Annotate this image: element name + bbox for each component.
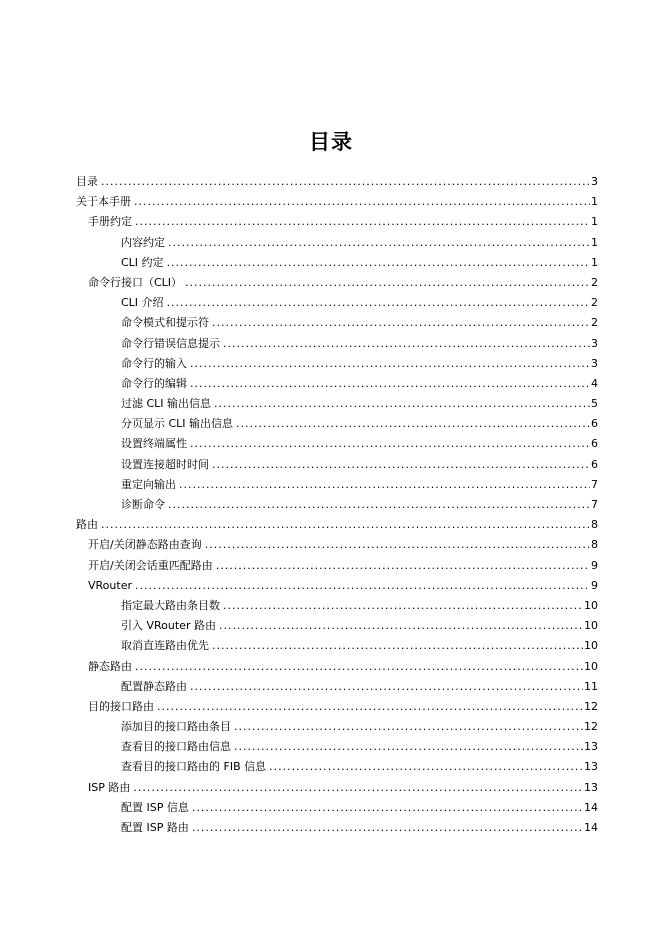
toc-entry-page-number: 2 — [591, 296, 598, 310]
toc-entry[interactable] — [76, 192, 598, 212]
toc-dot-leader — [190, 354, 590, 374]
toc-entry[interactable] — [76, 334, 598, 354]
toc-entry-label: 指定最大路由条目数 — [121, 598, 220, 612]
toc-entry-label: 命令行错误信息提示 — [121, 336, 220, 350]
toc-dot-leader — [214, 394, 590, 414]
toc-dot-leader — [134, 192, 590, 212]
toc-entry-label: 命令行的输入 — [121, 356, 187, 370]
toc-entry-label: 查看目的接口路由信息 — [121, 740, 231, 754]
toc-entry-label: 设置连接超时时间 — [121, 457, 209, 471]
toc-entry-label: CLI 介绍 — [121, 296, 164, 310]
toc-entry[interactable] — [76, 576, 598, 596]
toc-entry-label: 设置终端属性 — [121, 437, 187, 451]
toc-dot-leader — [212, 636, 583, 656]
toc-entry-page-number: 8 — [591, 518, 598, 532]
toc-entry-page-number: 9 — [591, 558, 598, 572]
toc-entry-label: 命令模式和提示符 — [121, 316, 209, 330]
toc-entry-page-number: 6 — [591, 457, 598, 471]
toc-entry[interactable] — [76, 515, 598, 535]
toc-entry-label: 添加目的接口路由条目 — [121, 720, 231, 734]
toc-entry-page-number: 1 — [591, 215, 598, 229]
toc-entry[interactable] — [76, 495, 598, 515]
toc-entry-label: 取消直连路由优先 — [121, 639, 209, 653]
toc-entry-page-number: 9 — [591, 578, 598, 592]
toc-entry[interactable] — [76, 354, 598, 374]
toc-entry[interactable] — [76, 717, 598, 737]
toc-dot-leader — [190, 434, 590, 454]
toc-dot-leader — [219, 616, 583, 636]
toc-entry-page-number: 6 — [591, 437, 598, 451]
toc-entry[interactable] — [76, 657, 598, 677]
toc-entry-label: 配置 ISP 信息 — [121, 800, 189, 814]
toc-entry[interactable] — [76, 273, 598, 293]
toc-dot-leader — [135, 657, 583, 677]
toc-dot-leader — [234, 717, 583, 737]
toc-dot-leader — [135, 576, 590, 596]
toc-entry-page-number: 13 — [584, 760, 598, 774]
toc-entry[interactable] — [76, 233, 598, 253]
toc-dot-leader — [216, 556, 590, 576]
toc-entry[interactable] — [76, 212, 598, 232]
toc-entry[interactable] — [76, 172, 598, 192]
toc-entry-page-number: 10 — [584, 659, 598, 673]
toc-dot-leader — [185, 273, 590, 293]
toc-dot-leader — [192, 798, 583, 818]
toc-entry-page-number: 14 — [584, 800, 598, 814]
toc-entry-page-number: 1 — [591, 195, 598, 209]
toc-dot-leader — [205, 535, 590, 555]
toc-entry-label: 开启/关闭静态路由查询 — [88, 538, 202, 552]
toc-entry[interactable] — [76, 455, 598, 475]
toc-entry-label: 诊断命令 — [121, 498, 165, 511]
toc-entry-page-number: 13 — [584, 780, 598, 794]
toc-dot-leader — [192, 818, 583, 838]
toc-dot-leader — [234, 737, 583, 757]
toc-entry-page-number: 10 — [584, 598, 598, 612]
toc-entry-page-number: 7 — [591, 477, 598, 491]
page-title: 目录 — [309, 130, 353, 154]
toc-entry-label: 引入 VRouter 路由 — [121, 619, 216, 633]
toc-entry-label: 命令行的编辑 — [121, 376, 187, 390]
toc-entry-label: 配置静态路由 — [121, 679, 187, 693]
toc-entry-page-number: 13 — [584, 740, 598, 754]
toc-dot-leader — [135, 212, 590, 232]
toc-dot-leader — [212, 455, 590, 475]
toc-entry-label: 目录 — [76, 175, 98, 188]
toc-dot-leader — [101, 515, 590, 535]
toc-dot-leader — [168, 233, 590, 253]
toc-entry-page-number: 8 — [591, 538, 598, 552]
toc-entry[interactable] — [76, 596, 598, 616]
toc-entry-label: 配置 ISP 路由 — [121, 821, 189, 834]
toc-entry[interactable] — [76, 434, 598, 454]
toc-entry-page-number: 3 — [591, 336, 598, 350]
toc-entry[interactable] — [76, 475, 598, 495]
toc-entry-label: 路由 — [76, 518, 98, 532]
toc-entry-label: 内容约定 — [121, 235, 165, 249]
toc-entry[interactable] — [76, 697, 598, 717]
toc-entry[interactable] — [76, 313, 598, 333]
toc-entry[interactable] — [76, 677, 598, 697]
toc-entry[interactable] — [76, 535, 598, 555]
toc-entry-page-number: 5 — [591, 397, 598, 411]
toc-entry[interactable] — [76, 293, 598, 313]
toc-dot-leader — [223, 334, 590, 354]
toc-entry-page-number: 4 — [591, 376, 598, 390]
toc-entry-label: 静态路由 — [88, 659, 132, 673]
toc-dot-leader — [167, 253, 590, 273]
toc-dot-leader — [223, 596, 583, 616]
toc-entry-page-number: 2 — [591, 275, 598, 289]
toc-entry-page-number: 11 — [584, 679, 598, 693]
toc-entry-page-number: 10 — [584, 619, 598, 633]
toc-entry[interactable] — [76, 737, 598, 757]
toc-entry[interactable] — [76, 414, 598, 434]
toc-entry-page-number: 14 — [584, 821, 598, 834]
toc-entry-page-number: 1 — [591, 235, 598, 249]
toc-dot-leader — [212, 313, 590, 333]
toc-entry[interactable] — [76, 394, 598, 414]
toc-dot-leader — [133, 778, 583, 798]
toc-dot-leader — [101, 172, 590, 192]
table-of-contents — [76, 172, 598, 838]
toc-entry-label: 关于本手册 — [76, 195, 131, 209]
toc-entry-page-number: 2 — [591, 316, 598, 330]
toc-entry-page-number: 10 — [584, 639, 598, 653]
toc-entry-label: ISP 路由 — [88, 780, 131, 794]
toc-entry-page-number: 6 — [591, 417, 598, 431]
toc-entry-label: CLI 约定 — [121, 255, 164, 269]
toc-entry[interactable] — [76, 798, 598, 818]
toc-entry-page-number: 1 — [591, 255, 598, 269]
toc-dot-leader — [167, 293, 590, 313]
toc-entry-page-number: 12 — [584, 720, 598, 734]
toc-entry-page-number: 3 — [591, 356, 598, 370]
toc-entry-page-number: 7 — [591, 498, 598, 511]
toc-dot-leader — [179, 475, 590, 495]
toc-entry-label: 过滤 CLI 输出信息 — [121, 397, 212, 411]
toc-entry[interactable] — [76, 556, 598, 576]
toc-entry-label: 分页显示 CLI 输出信息 — [121, 417, 234, 431]
toc-entry-label: 目的接口路由 — [88, 699, 154, 713]
toc-dot-leader — [269, 757, 583, 777]
toc-entry-label: 命令行接口（CLI） — [88, 275, 183, 289]
toc-entry-label: 重定向输出 — [121, 477, 176, 491]
toc-entry[interactable] — [76, 374, 598, 394]
toc-entry-label: VRouter — [88, 578, 132, 592]
toc-entry[interactable] — [76, 818, 598, 838]
toc-dot-leader — [190, 374, 590, 394]
toc-entry[interactable] — [76, 253, 598, 273]
toc-entry[interactable] — [76, 616, 598, 636]
toc-entry-label: 手册约定 — [88, 215, 132, 229]
toc-entry-page-number: 12 — [584, 699, 598, 713]
toc-dot-leader — [236, 414, 590, 434]
toc-entry-page-number: 3 — [591, 175, 598, 188]
toc-entry[interactable] — [76, 757, 598, 777]
toc-entry-label: 开启/关闭会话重匹配路由 — [88, 558, 213, 572]
toc-dot-leader — [157, 697, 583, 717]
toc-entry-label: 查看目的接口路由的 FIB 信息 — [121, 760, 267, 774]
toc-dot-leader — [190, 677, 583, 697]
toc-dot-leader — [168, 495, 590, 515]
toc-entry[interactable] — [76, 636, 598, 656]
toc-entry[interactable] — [76, 778, 598, 798]
